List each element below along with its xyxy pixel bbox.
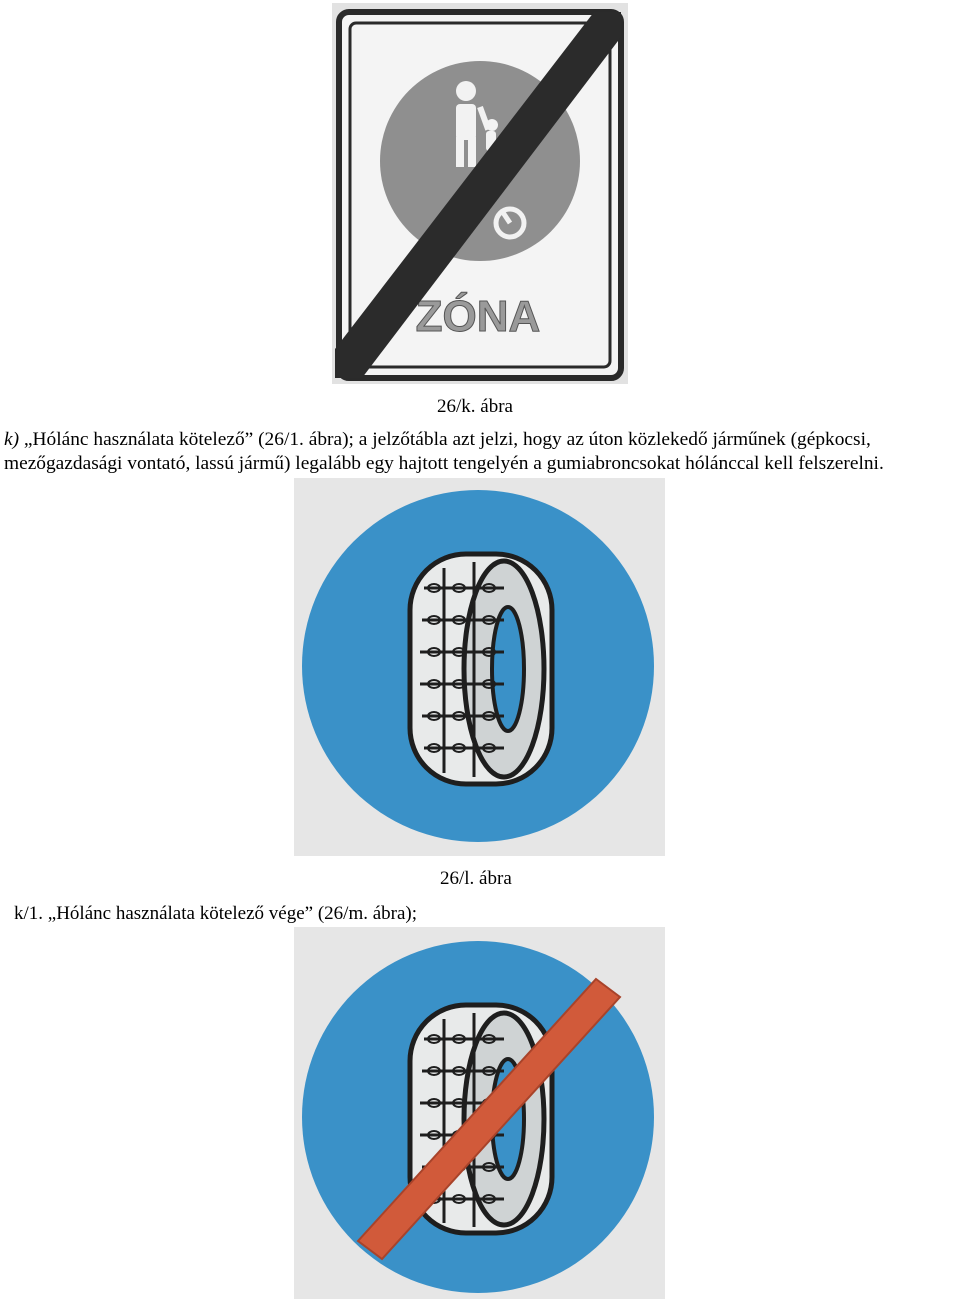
end-snow-chains-sign-image [294,927,665,1299]
zone-label: ZÓNA [415,292,541,341]
end-pedestrian-zone-sign-image [332,3,628,384]
paragraph-k1: k/1. „Hólánc használata kötelező vége” (26/m. ábra); [14,903,418,924]
figure-26l-snow-chains-mandatory-sign [294,478,665,856]
paragraph-k-line1: „Hólánc használata kötelező” (26/1. ábra); a jelzőtábla azt jelzi, hogy az úton közlekedő járműnek (gépkocsi, [19,429,871,450]
figure-26m-end-snow-chains-sign [294,927,665,1299]
paragraph-k-line2: mezőgazdasági vontató, lassú jármű) legalább egy hajtott tengelyén a gumiabroncsokat hólánccal kell felszerelni. [4,453,884,474]
paragraph-k [4,428,960,476]
figure-26k-end-of-pedestrian-zone-sign [332,3,628,384]
figure-26k-caption: 26/k. ábra [437,396,513,417]
snow-chains-sign-image [294,478,665,856]
paragraph-k-label: k) [4,429,20,450]
figure-26l-caption: 26/l. ábra [440,868,512,889]
chained-tire-icon [410,554,552,784]
